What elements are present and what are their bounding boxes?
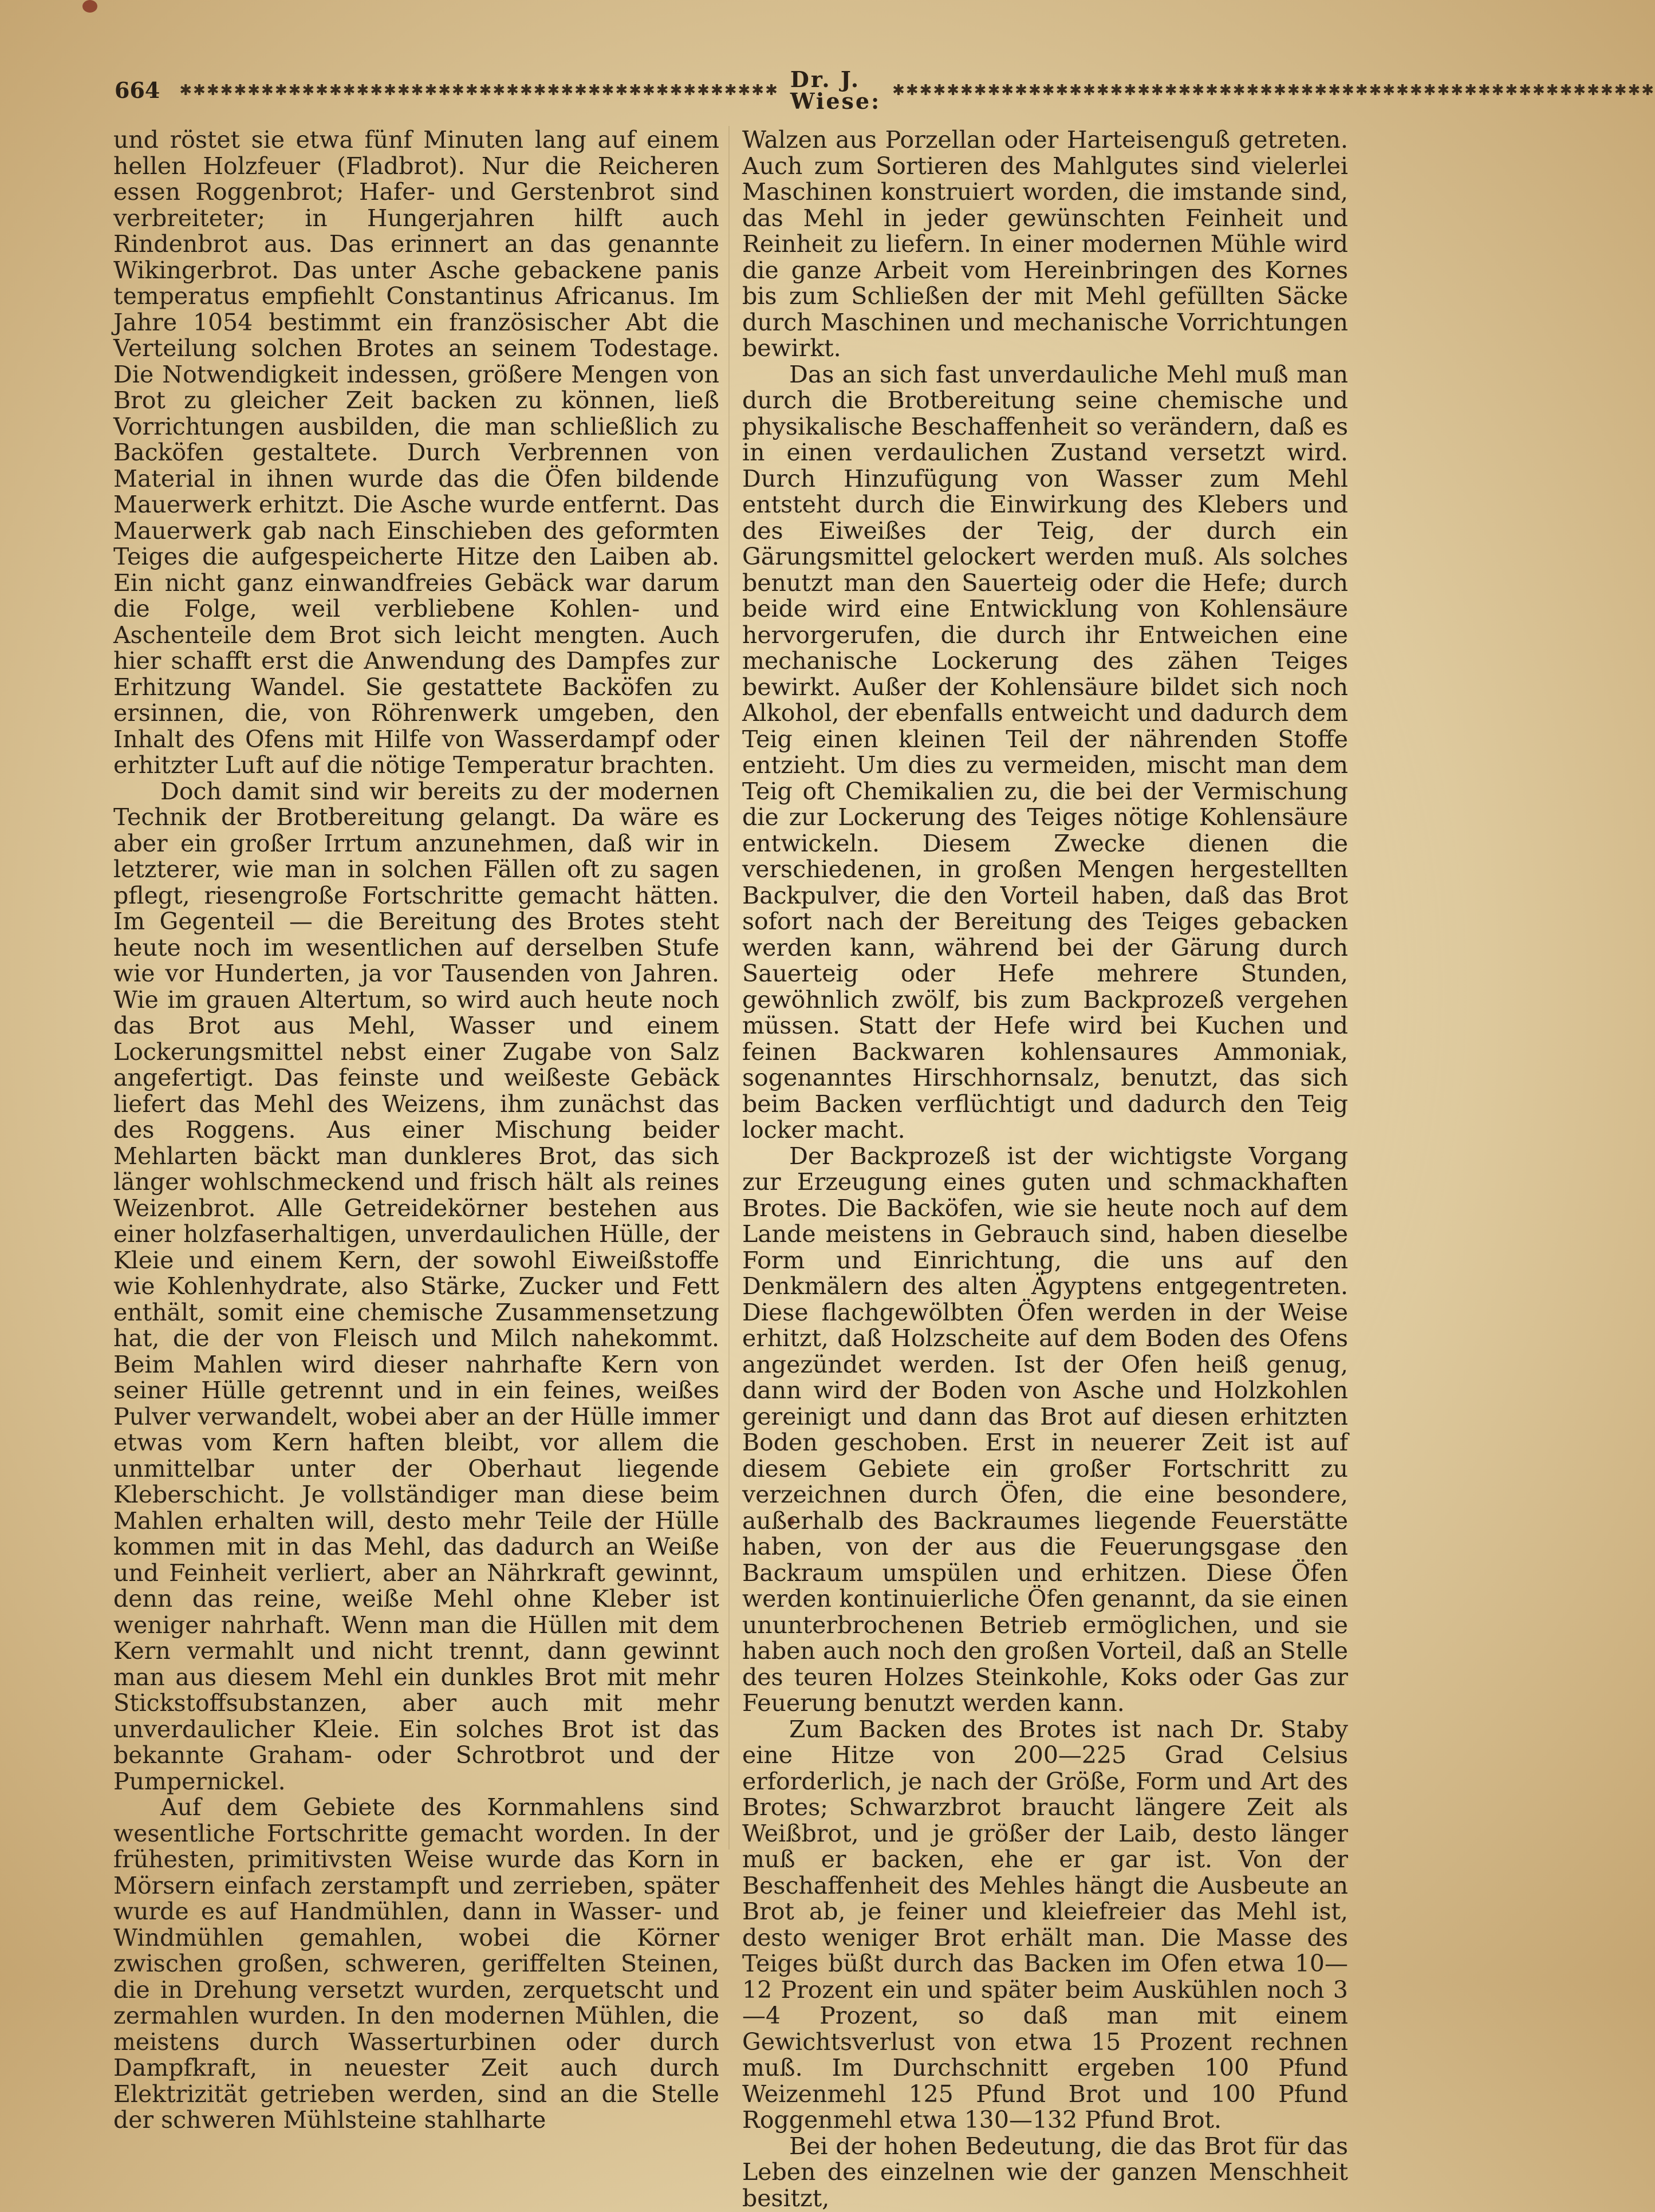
paragraph: Zum Backen des Brotes ist nach Dr. Staby eine Hitze von 200—225 Grad Celsius erforderlich, je nach der Größe, Form und Art des Brotes; Schwarzbrot braucht längere Zeit als Weißbrot, und je größer der Laib, desto länger muß er backen, ehe er gar ist. Von der Beschaffenheit des Mehles hängt die Ausbeute an Brot ab, je feiner und kleiefreier das Mehl ist, desto weniger Brot erhält man. Die Masse des Teiges büßt durch das Backen im Ofen etwa 10—12 Prozent ein und später beim Auskühlen noch 3—4 Prozent, so daß man mit einem Gewichtsverlust von etwa 15 Prozent rechnen muß. Im Durchschnitt ergeben 100 Pfund Weizenmehl 125 Pfund Brot und 100 Pfund Roggenmehl etwa 130—132 Pfund Brot. — [742, 1715, 1348, 2134]
paragraph: Auf dem Gebiete des Kornmahlens sind wesentliche Fortschritte gemacht worden. In der frühesten, primitivsten Weise wurde das Korn in Mörsern einfach zerstampft und zerrieben, später wurde es auf Handmühlen, dann in Wasser- und Windmühlen gemahlen, wobei die Körner zwischen großen, schweren, geriffelten Steinen, die in Drehung versetzt wurden, zerquetscht und zermahlen wurden. In den modernen Mühlen, die meistens durch Wasserturbinen oder durch Dampfkraft, in neuester Zeit auch durch Elektrizität getrieben werden, sind an die Stelle der schweren Mühlsteine stahlharte — [113, 1793, 719, 2134]
header-ornament-left: ✱✱✱✱✱✱✱✱✱✱✱✱✱✱✱✱✱✱✱✱✱✱✱✱✱✱✱✱✱✱✱✱✱✱✱✱✱✱✱✱✱✱✱✱ — [179, 82, 779, 99]
header-ornament-right: ✱✱✱✱✱✱✱✱✱✱✱✱✱✱✱✱✱✱✱✱✱✱✱✱✱✱✱✱✱✱✱✱✱✱✱✱✱✱✱✱✱✱✱✱✱✱✱✱✱✱✱✱✱✱✱✱ — [892, 82, 1655, 99]
left-column — [113, 126, 719, 2134]
page-number: 664 — [115, 77, 160, 103]
running-head: Dr. J. Wiese: — [790, 66, 881, 114]
paragraph: Doch damit sind wir bereits zu der modernen Technik der Brotbereitung gelangt. Da wäre es aber ein großer Irrtum anzunehmen, daß wir in letzterer, wie man in solchen Fällen oft zu sagen pflegt, riesengroße Fortschritte gemacht hätten. Im Gegenteil — die Bereitung des Brotes steht heute noch im wesentlichen auf derselben Stufe wie vor Hunderten, ja vor Tausenden von Jahren. Wie im grauen Altertum, so wird auch heute noch das Brot aus Mehl, Wasser und einem Lockerungsmittel nebst einer Zugabe von Salz angefertigt. Das feinste und weißeste Gebäck liefert das Mehl des Weizens, ihm zunächst das des Roggens. Aus einer Mischung beider Mehlarten bäckt man dunkleres Brot, das sich länger wohlschmeckend und frisch hält als reines Weizenbrot. Alle Getreidekörner bestehen aus einer holzfaserhaltigen, unverdaulichen Hülle, der Kleie und einem Kern, der sowohl Eiweißstoffe wie Kohlenhydrate, also Stärke, Zucker und Fett enthält, somit eine chemische Zusammensetzung hat, die der von Fleisch und Milch nahekommt. Beim Mahlen wird dieser nahrhafte Kern von seiner Hülle getrennt und in ein feines, weißes Pulver verwandelt, wobei aber an der Hülle immer etwas vom Kern haften bleibt, vor allem die unmittelbar unter der Oberhaut liegende Kleberschicht. Je vollständiger man diese beim Mahlen erhalten will, desto mehr Teile der Hülle kommen mit in das Mehl, das dadurch an Weiße und Feinheit verliert, aber an Nährkraft gewinnt, denn das reine, weiße Mehl ohne Kleber ist weniger nahrhaft. Wenn man die Hüllen mit dem Kern vermahlt und nicht trennt, dann gewinnt man aus diesem Mehl ein dunkles Brot mit mehr Stickstoffsubstanzen, aber auch mit mehr unverdaulicher Kleie. Ein solches Brot ist das bekannte Graham- oder Schrotbrot und der Pumpernickel. — [113, 777, 719, 1795]
page-header — [115, 66, 1655, 114]
paragraph: und röstet sie etwa fünf Minuten lang auf einem hellen Holzfeuer (Fladbrot). Nur die Reicheren essen Roggenbrot; Hafer- und Gerstenbrot sind verbreiteter; in Hungerjahren hilft auch Rindenbrot aus. Das erinnert an das genannte Wikingerbrot. Das unter Asche gebackene panis temperatus empfiehlt Constantinus Africanus. Im Jahre 1054 bestimmt ein französischer Abt die Verteilung solchen Brotes an seinem Todestage. Die Notwendigkeit indessen, größere Mengen von Brot zu gleicher Zeit backen zu können, ließ Vorrichtungen ausbilden, die man schließlich zu Backöfen gestaltete. Durch Verbrennen von Material in ihnen wurde das die Öfen bildende Mauerwerk erhitzt. Die Asche wurde entfernt. Das Mauerwerk gab nach Einschieben des geformten Teiges die aufgespeicherte Hitze den Laiben ab. Ein nicht ganz einwandfreies Gebäck war darum die Folge, weil verbliebene Kohlen- und Aschenteile dem Brot sich leicht mengten. Auch hier schafft erst die Anwendung des Dampfes zur Erhitzung Wandel. Sie gestattete Backöfen zu ersinnen, die, von Röhrenwerk umgeben, den Inhalt des Ofens mit Hilfe von Wasserdampf oder erhitzter Luft auf die nötige Temperatur brachten. — [113, 126, 719, 779]
paragraph: Das an sich fast unverdauliche Mehl muß man durch die Brotbereitung seine chemische und physikalische Beschaffenheit so verändern, daß es in einen verdaulichen Zustand versetzt wird. Durch Hinzufügung von Wasser zum Mehl entsteht durch die Einwirkung des Klebers und des Eiweißes der Teig, der durch ein Gärungsmittel gelockert werden muß. Als solches benutzt man den Sauerteig oder die Hefe; durch beide wird eine Entwicklung von Kohlensäure hervorgerufen, die durch ihr Entweichen eine mechanische Lockerung des zähen Teiges bewirkt. Außer der Kohlensäure bildet sich noch Alkohol, der ebenfalls entweicht und dadurch dem Teig einen kleinen Teil der nährenden Stoffe entzieht. Um dies zu vermeiden, mischt man dem Teig oft Chemikalien zu, die bei der Vermischung die zur Lockerung des Teiges nötige Kohlensäure entwickeln. Diesem Zwecke dienen die verschiedenen, in großen Mengen hergestellten Backpulver, die den Vorteil haben, daß das Brot sofort nach der Bereitung des Teiges gebacken werden kann, während bei der Gärung durch Sauerteig oder Hefe mehrere Stunden, gewöhnlich zwölf, bis zum Backprozeß vergehen müssen. Statt der Hefe wird bei Kuchen und feinen Backwaren kohlensaures Ammoniak, sogenanntes Hirschhornsalz, benutzt, das sich beim Backen verflüchtigt und dadurch den Teig locker macht. — [742, 360, 1348, 1144]
paragraph: Bei der hohen Bedeutung, die das Brot für das Leben des einzelnen wie der ganzen Menschheit besitzt, — [742, 2132, 1348, 2212]
column-divider — [728, 126, 730, 1850]
ink-stain — [82, 0, 97, 13]
paragraph: Walzen aus Porzellan oder Harteisenguß getreten. Auch zum Sortieren des Mahlgutes sind vielerlei Maschinen konstruiert worden, die imstande sind, das Mehl in jeder gewünschten Feinheit und Reinheit zu liefern. In einer modernen Mühle wird die ganze Arbeit vom Hereinbringen des Kornes bis zum Schließen der mit Mehl gefüllten Säcke durch Maschinen und mechanische Vorrichtungen bewirkt. — [742, 126, 1348, 362]
right-column — [742, 126, 1348, 2212]
paragraph: Der Backprozeß ist der wichtigste Vorgang zur Erzeugung eines guten und schmackhaften Brotes. Die Backöfen, wie sie heute noch auf dem Lande meistens in Gebrauch sind, haben dieselbe Form und Einrichtung, die uns auf den Denkmälern des alten Ägyptens entgegentreten. Diese flachgewölbten Öfen werden in der Weise erhitzt, daß Holzscheite auf dem Boden des Ofens angezündet werden. Ist der Ofen heiß genug, dann wird der Boden von Asche und Holzkohlen gereinigt und dann das Brot auf diesen erhitzten Boden geschoben. Erst in neuerer Zeit ist auf diesem Gebiete ein großer Fortschritt zu verzeichnen durch Öfen, die eine besondere, außerhalb des Backraumes liegende Feuerstätte haben, von der aus die Feuerungsgase den Backraum umspülen und erhitzen. Diese Öfen werden kontinuierliche Öfen genannt, da sie einen ununterbrochenen Betrieb ermöglichen, und sie haben auch noch den großen Vorteil, daß an Stelle des teuren Holzes Steinkohle, Koks oder Gas zur Feuerung benutzt werden kann. — [742, 1142, 1348, 1717]
